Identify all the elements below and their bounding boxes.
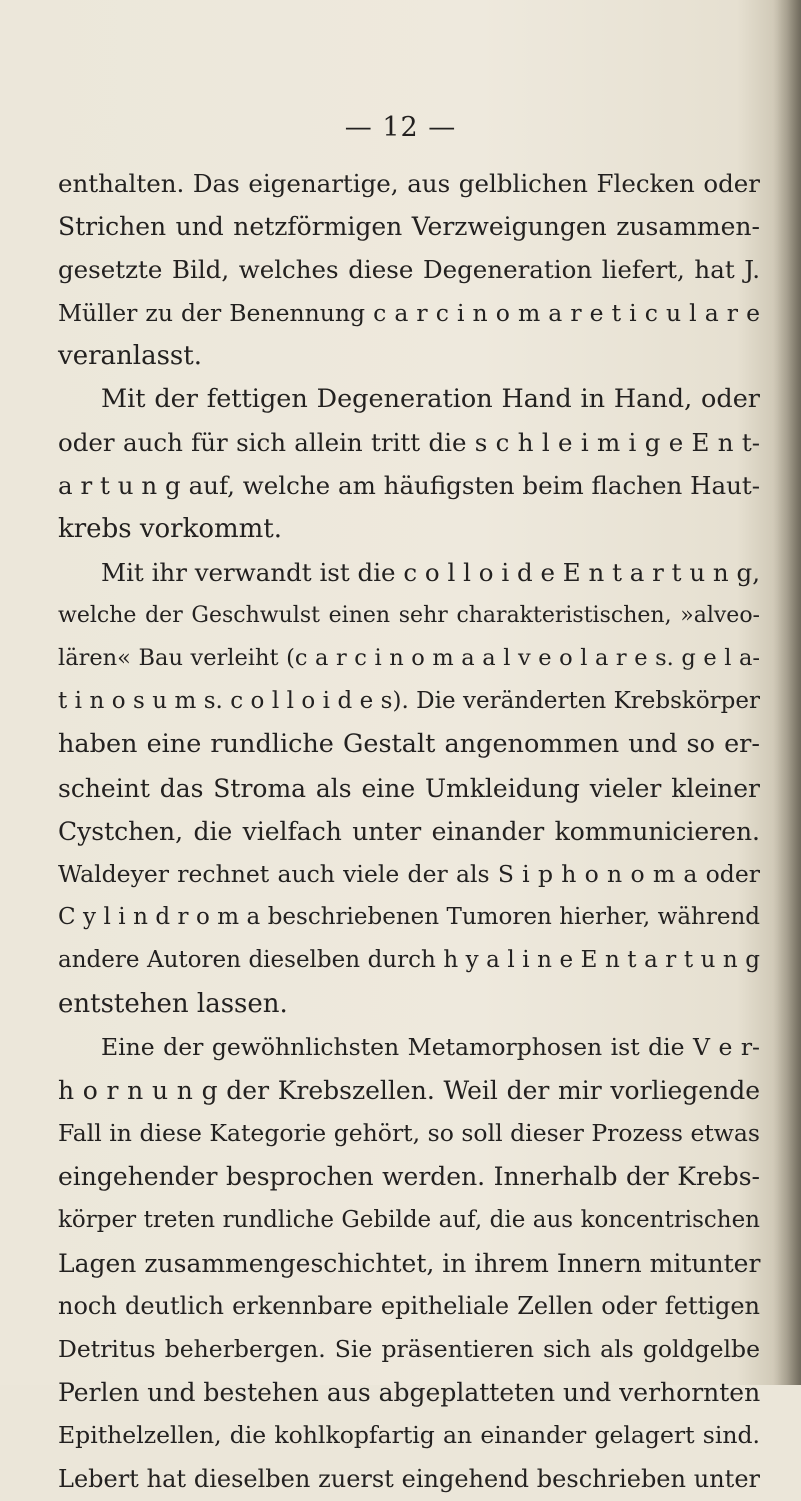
text-line: Strichen und netzförmigen Verzweigungen zusammen-	[58, 212, 760, 242]
text-line: t i n o s u m s. c o l l o i d e s). Die veränderten Krebskörper	[58, 688, 760, 715]
text-line: Cystchen, die vielfach unter einander kommunicieren.	[58, 816, 760, 846]
body-text	[58, 162, 760, 1501]
text-line: entstehen lassen.	[58, 988, 288, 1019]
page-number: — 12 —	[344, 112, 457, 143]
text-line: körper treten rundliche Gebilde auf, die aus koncentrischen	[58, 1206, 760, 1233]
text-line: Waldeyer rechnet auch viele der als S i p h o n o m a oder	[58, 860, 760, 888]
text-line: Mit der fettigen Degeneration Hand in Hand, oder	[101, 383, 760, 414]
text-line: welche der Geschwulst einen sehr charakteristischen, »alveo-	[58, 602, 760, 628]
text-line: Mit ihr verwandt ist die c o l l o i d e E n t a r t u n g,	[101, 557, 760, 587]
text-line: Fall in diese Kategorie gehört, so soll dieser Prozess etwas	[58, 1119, 760, 1148]
text-line: Lebert hat dieselben zuerst eingehend beschrieben unter	[58, 1464, 760, 1493]
text-line: Eine der gewöhnlichsten Metamorphosen ist die V e r-	[101, 1032, 760, 1061]
text-line: Epithelzellen, die kohlkopfartig an einander gelagert sind.	[58, 1421, 760, 1450]
text-line: C y l i n d r o m a beschriebenen Tumoren hierher, während	[58, 904, 760, 931]
text-line: oder auch für sich allein tritt die s c h l e i m i g e E n t-	[58, 428, 760, 458]
text-line: haben eine rundliche Gestalt angenommen und so er-	[58, 729, 760, 760]
text-line: Müller zu der Benennung c a r c i n o m a r e t i c u l a r e	[58, 298, 760, 327]
text-line: gesetzte Bild, welches diese Degeneration liefert, hat J.	[58, 255, 760, 285]
text-line: a r t u n g auf, welche am häufigsten beim flachen Haut-	[58, 471, 760, 501]
text-line: andere Autoren dieselben durch h y a l i n e E n t a r t u n g	[58, 947, 760, 974]
text-line: Lagen zusammengeschichtet, in ihrem Innern mitunter	[58, 1248, 761, 1278]
text-line: enthalten. Das eigenartige, aus gelblichen Flecken oder	[58, 169, 760, 198]
text-line: scheint das Stroma als eine Umkleidung vieler kleiner	[58, 773, 760, 803]
page-edge-shadow	[773, 0, 801, 1385]
text-line: eingehender besprochen werden. Innerhalb der Krebs-	[58, 1162, 760, 1192]
text-line: Detritus beherbergen. Sie präsentieren sich als goldgelbe	[58, 1335, 760, 1364]
text-line: veranlasst.	[58, 340, 202, 371]
text-line: krebs vorkommt.	[58, 513, 283, 544]
text-line: h o r n u n g der Krebszellen. Weil der mir vorliegende	[58, 1075, 760, 1105]
text-line: noch deutlich erkennbare epitheliale Zellen oder fettigen	[58, 1291, 760, 1320]
text-line: Perlen und bestehen aus abgeplatteten und verhornten	[58, 1378, 761, 1408]
text-line: lären« Bau verleiht (c a r c i n o m a a l v e o l a r e s. g e l a-	[58, 645, 760, 672]
